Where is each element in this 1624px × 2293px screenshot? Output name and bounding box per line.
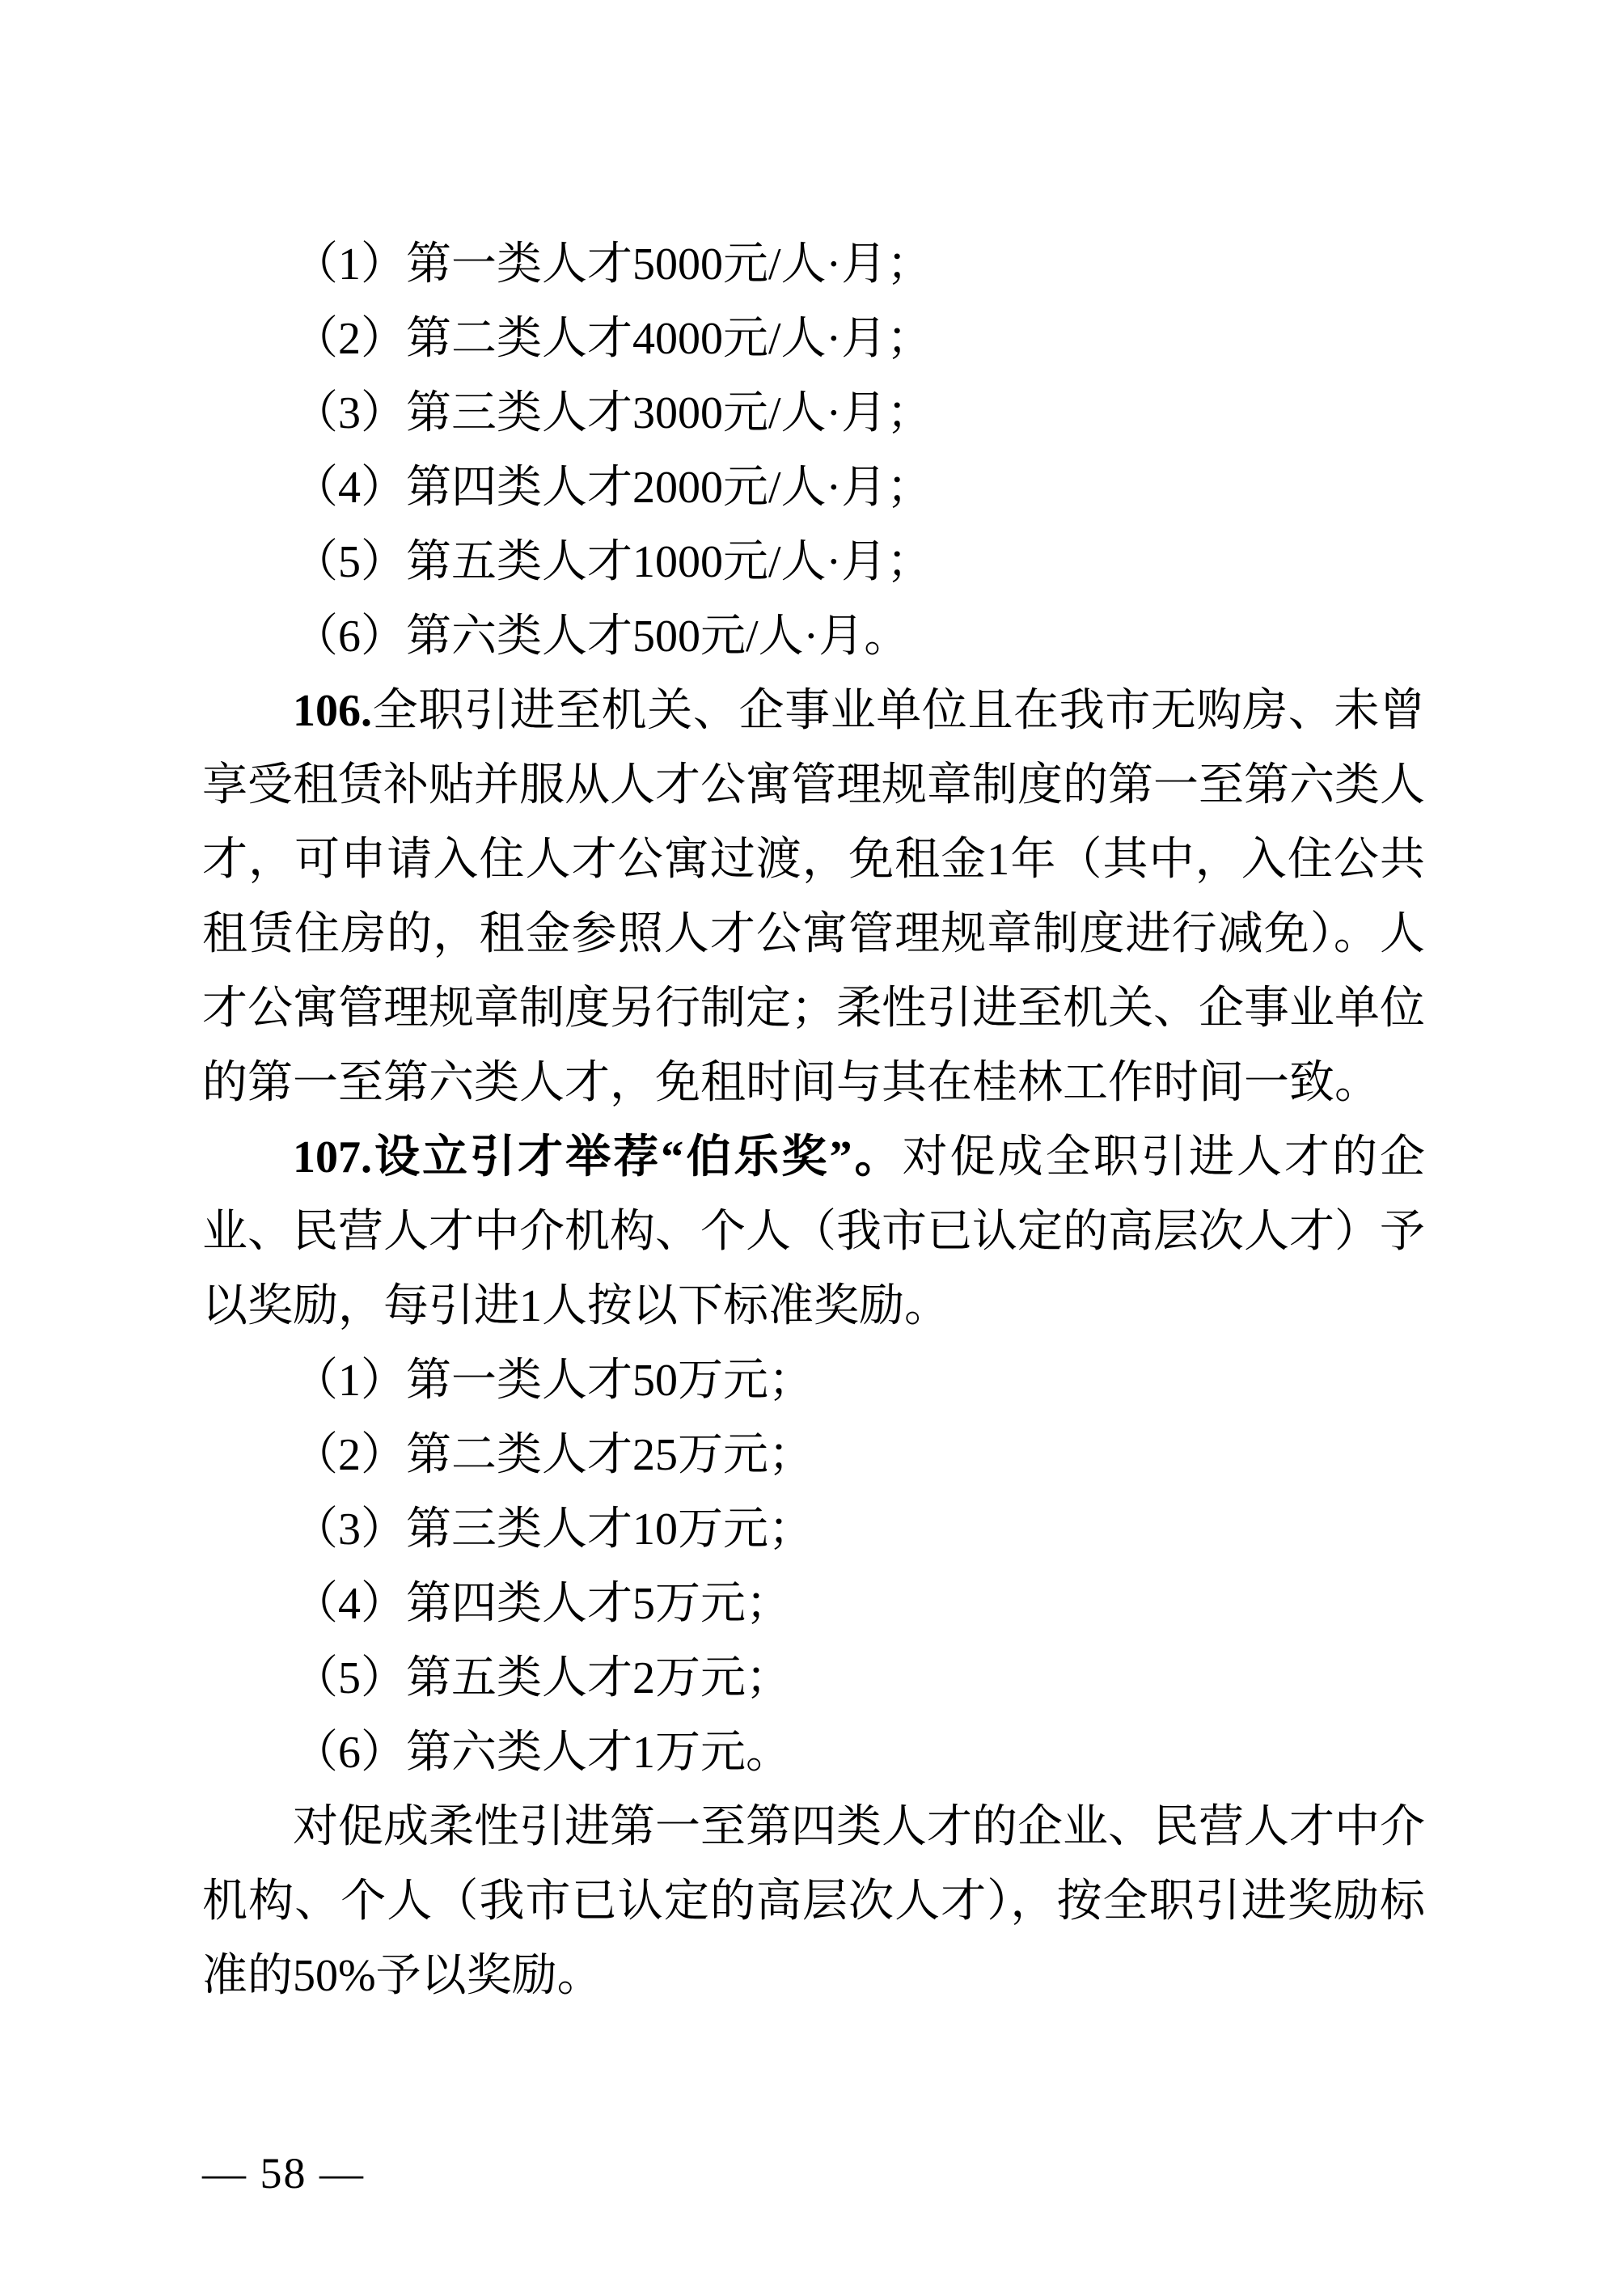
list1-item-4: （4）第四类人才2000元/人·月；	[293, 463, 933, 513]
closing-paragraph	[202, 1790, 1425, 2013]
list1-item-5: （5）第五类人才1000元/人·月；	[293, 537, 933, 587]
list1-item-6: （6）第六类人才500元/人·月。	[293, 611, 910, 662]
list1-item-2: （2）第二类人才4000元/人·月；	[293, 314, 933, 364]
paragraph-107	[202, 1120, 1425, 1343]
list2-item-2: （2）第二类人才25万元；	[293, 1430, 814, 1480]
paragraph-106-text: 全职引进至机关、企事业单位且在我市无购房、未曾享受租赁补贴并服从人才公寓管理规章制度的第一至第六类人才，可申请入住人才公寓过渡，免租金1年（其中，入住公共租赁住房的，租金参照人才公寓管理规章制度进行减免）。人才公寓管理规章制度另行制定；柔性引进至机关、企事业单位的第一至第六类人才，免租时间与其在桂林工作时间一致。	[202, 686, 1425, 1108]
paragraph-107-text: 对促成全职引进人才的企业、民营人才中介机构、个人（我市已认定的高层次人才）予以奖励，每引进1人按以下标准奖励。	[202, 1132, 1426, 1331]
paragraph-106-number: 106.	[293, 686, 372, 736]
paragraph-106	[202, 674, 1425, 1120]
list1-item-1: （1）第一类人才5000元/人·月；	[293, 239, 933, 290]
list2-item-3: （3）第三类人才10万元；	[293, 1504, 814, 1555]
paragraph-107-heading: 107.设立引才举荐“伯乐奖”。	[293, 1132, 903, 1182]
list2-item-1: （1）第一类人才50万元；	[293, 1356, 814, 1406]
page-number: — 58 —	[202, 2149, 365, 2198]
list2-item-4: （4）第四类人才5万元；	[293, 1579, 791, 1629]
closing-paragraph-text: 对促成柔性引进第一至第四类人才的企业、民营人才中介机构、个人（我市已认定的高层次人才），按全职引进奖励标准的50%予以奖励。	[202, 1802, 1425, 2001]
document-body	[202, 227, 1425, 2013]
list2-item-6: （6）第六类人才1万元。	[293, 1728, 791, 1778]
list2-item-5: （5）第五类人才2万元；	[293, 1653, 791, 1703]
list1-item-3: （3）第三类人才3000元/人·月；	[293, 388, 933, 438]
